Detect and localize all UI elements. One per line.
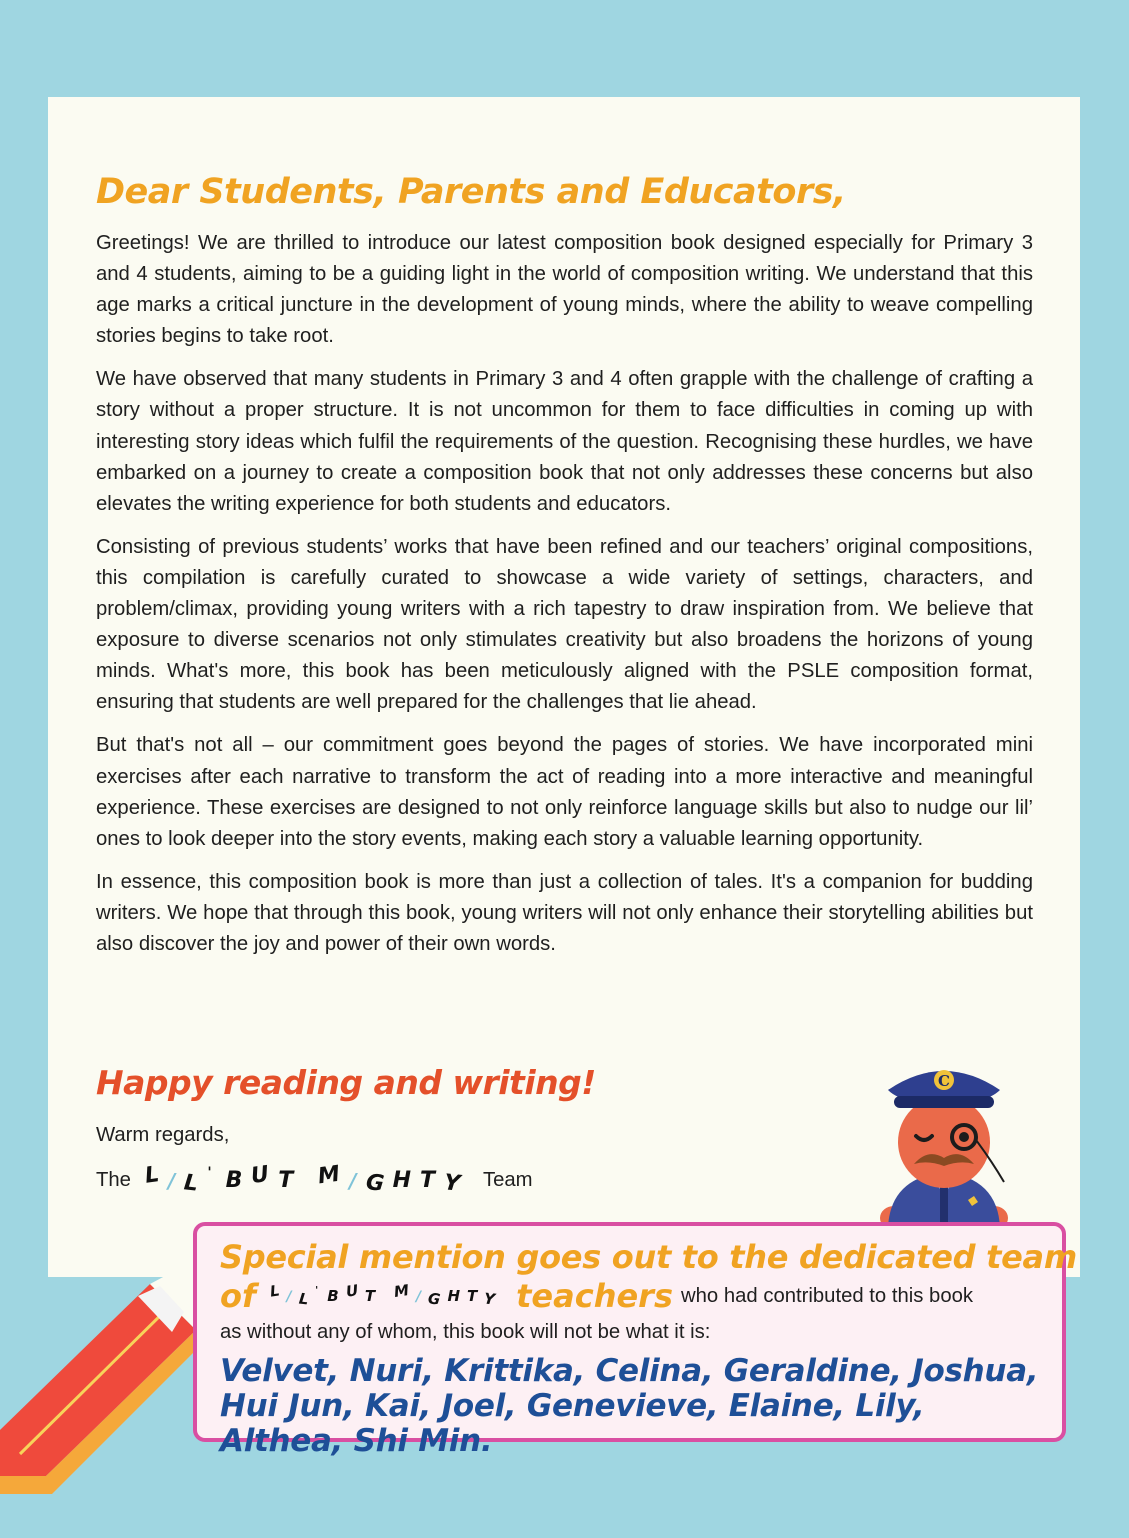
letter-body [96,228,1033,972]
paragraph: Consisting of previous students’ works that have been refined and our teachers’ original compositions, this compilation is carefully curated to showcase a wide variety of settings, characters, and problem/climax, providing young writers with a rich tapestry to draw inspiration from. We believe that exposure to diverse scenarios not only stimulates creativity but also broadens the horizons of young minds. What's more, this book has been meticulously aligned with the PSLE composition format, ensuring that students are well prepared for the challenges that lie ahead. [96,535,1033,714]
paragraph: But that's not all – our commitment goes beyond the pages of stories. We have incorporated mini exercises after each narrative to transform the act of reading into a more interactive and meaningful experience. These exercises are designed to not only reinforce language skills but also to nudge our lil’ ones to look deeper into the story events, making each story a valuable learning opportunity. [96,734,1033,850]
mention-teachers: teachers [516,1277,673,1315]
paragraph: In essence, this composition book is more than just a collection of tales. It's a companion for budding writers. We hope that through this book, young writers will not only enhance their storytelling abilities but also discover the joy and power of their own words. [96,870,1033,955]
pencil-illustration [0,1240,220,1538]
mascot-badge-letter: C [938,1072,950,1090]
letter-heading: Dear Students, Parents and Educators, [96,172,846,212]
closing-line: Happy reading and writing! [96,1063,596,1102]
teacher-names: Velvet, Nuri, Krittika, Celina, Geraldine, Joshua, Hui Jun, Kai, Joel, Genevieve, Elaine, Lily, Althea, Shi Min. [220,1353,1039,1459]
brand-logo-small: L / L ' B U T M / G H T Y [268,1281,497,1309]
mention-line-2 [220,1276,973,1316]
mention-line-3: as without any of whom, this book will not be what it is: [220,1321,711,1343]
policeman-mascot-illustration [866,1060,1016,1235]
brand-logo: L / L ' B U T M / G H T Y [143,1161,462,1197]
mention-line-2-text: who had contributed to this book [681,1284,974,1307]
mention-heading: Special mention goes out to the dedicated team [220,1238,1077,1276]
mention-of: of [220,1277,256,1315]
paragraph: Greetings! We are thrilled to introduce our latest composition book designed especially for Primary 3 and 4 students, aiming to be a guiding light in the world of composition writing. We understand that this age marks a critical juncture in the development of young minds, where the ability to weave compelling stories begins to take root. [96,232,1033,348]
signoff [96,1161,533,1197]
paragraph: We have observed that many students in Primary 3 and 4 often grapple with the challenge of crafting a story without a proper structure. It is not uncommon for them to face difficulties in coming up with interesting story ideas which fulfil the requirements of the question. Recognising these hurdles, we have embarked on a journey to create a composition book that not only addresses these concerns but also elevates the writing experience for both students and educators. [96,368,1033,515]
signoff-prefix: The [96,1168,131,1191]
signoff-suffix: Team [482,1168,533,1191]
warm-regards: Warm regards, [96,1124,230,1146]
